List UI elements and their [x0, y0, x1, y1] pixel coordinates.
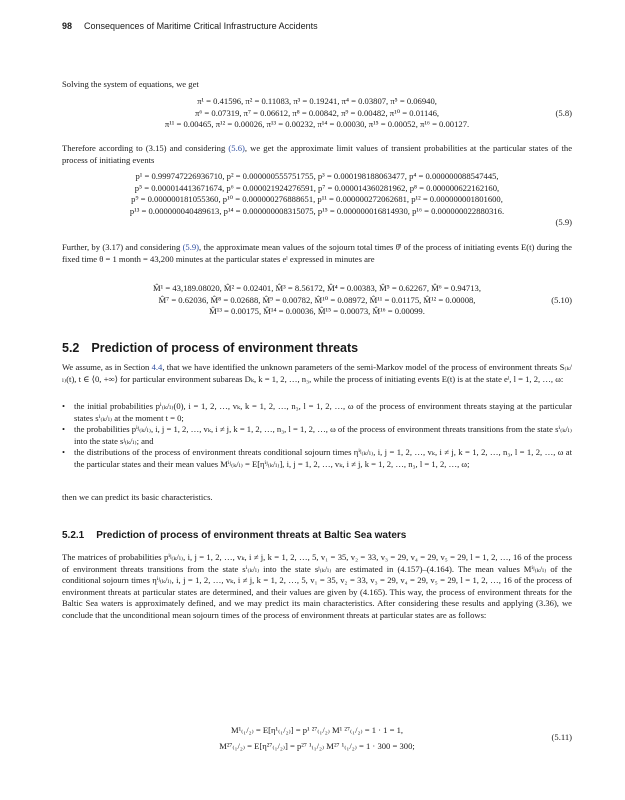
- section-heading-5-2-1: [62, 530, 572, 541]
- equation-5-8-line-1: π¹ = 0.41596, π² = 0.11083, π³ = 0.19241, π⁴ = 0.03807, π⁵ = 0.06940,: [197, 96, 437, 106]
- equation-number-5-8: (5.8): [555, 107, 572, 118]
- running-head: [62, 21, 572, 31]
- paragraph-assume: [62, 362, 572, 385]
- paragraph-then: [62, 492, 572, 504]
- section-reference-4-4[interactable]: 4.4: [151, 362, 163, 372]
- paragraph-further: [62, 242, 572, 265]
- running-head-title: Consequences of Maritime Critical Infrastructure Accidents: [84, 21, 318, 31]
- equation-5-11-line-1: M¹₍₁/₂₎ = E[η¹₍₁/₂₎] = p¹ ²⁷₍₁/₂₎ M¹ ²⁷₍₁/₂₎ = 1 · 1 = 1,: [230, 725, 404, 735]
- equation-number-5-11: (5.11): [551, 732, 572, 742]
- therefore-text-end: , we get the approximate limit values of transient probabilities at the particular states of the process of initiating events: [62, 143, 573, 165]
- bullet-transition-probabilities: • the probabilities pⁱʲ₍ₖ/ₗ₎, i, j = 1, 2, …, vₖ, i ≠ j, k = 1, 2, …, n₃, l = 1, 2, …, ω of the process of environment threats transitions from the state sⁱ₍ₖ/ₗ₎ into the state sʲ₍ₖ/ₗ₎; and: [62, 424, 572, 447]
- equation-5-10: [62, 283, 572, 318]
- paragraph-therefore: [62, 143, 572, 166]
- equation-number-5-10: (5.10): [551, 294, 572, 305]
- equation-number-5-9: (5.9): [555, 217, 572, 228]
- intro-text: Solving the system of equations, we get: [62, 79, 199, 89]
- therefore-text-start: Therefore according to (3.15) and considering: [62, 143, 229, 153]
- section-heading-5-2: [62, 341, 572, 355]
- equation-reference-5-6[interactable]: (5.6): [228, 143, 245, 153]
- equation-5-10-line-2: M̂⁷ = 0.62036, M̂⁸ = 0.02688, M̂⁹ = 0.00782, M̂¹⁰ = 0.08972, M̂¹¹ = 0.01175, M̂¹² = 0.00008,: [158, 294, 476, 305]
- equation-5-11: [62, 722, 572, 754]
- equation-5-9-line-4: p¹³ = 0.000000040489613, p¹⁴ = 0.000000008315075, p¹⁵ = 0.000000016814930, p¹⁶ = 0.000000022880316.: [129, 205, 505, 216]
- equation-5-8-line-3: π¹¹ = 0.00465, π¹² = 0.00026, π¹³ = 0.00232, π¹⁴ = 0.00030, π¹⁵ = 0.00052, π¹⁶ = 0.00127.: [164, 119, 470, 130]
- subsection-number: 5.2.1: [62, 530, 85, 541]
- equation-5-11-line-2: M²⁷₍₁/₂₎ = E[η²⁷₍₁/₂₎] = p²⁷ ¹₍₁/₂₎ M²⁷ ¹₍₁/₂₎ = 1 · 300 = 300;: [219, 741, 415, 751]
- matrices-text: The matrices of probabilities pⁱʲ₍ₖ/ₗ₎, i, j = 1, 2, …, vₖ, i ≠ j, k = 1, 2, …, 5, v₁ = 35, v₂ = 33, v₃ = 29, v₄ = 29, v₅ = 29, l = 1, 2, …, 16 of the process of environment threats transitions from the state sⁱ₍ₖ/ₗ₎ into the state sʲ₍ₖ/ₗ₎ are estimated in (4.157)–(4.164). The mean values Mⁱʲ₍ₖ/ₗ₎ of the conditional sojourn times ηⁱʲ₍ₖ/ₗ₎, i, j = 1, 2, …, vₖ, i ≠ j, k = 1, 2, …, 5, v₁ = 35, v₂ = 33, v₃ = 29, v₄ = 29, v₅ = 29, l = 1, 2, …, 16 of the process of environment threats at particular states are determined, and their values are given by (4.165). This way, the process of environment threats for the Baltic Sea waters is approximately defined, and we may predict its main characteristics. After considering these results and applying (3.36), we conclude that the unconditional mean sojourn times of the process of environment threats at particular states are as follows:: [62, 552, 572, 620]
- page-number: 98: [62, 21, 73, 31]
- further-text-end: , the approximate mean values of the sojourn total times θ̂ˡ of the process of initiating events E(t) during the fixed time θ = 1 month = 43,200 minutes at the particular states eˡ expressed in minutes are: [62, 242, 572, 264]
- equation-5-8: [62, 96, 572, 131]
- assume-text-start: We assume, as in Section: [62, 362, 152, 372]
- subsection-title: Prediction of process of environment threats at Baltic Sea waters: [96, 530, 407, 541]
- then-text: then we can predict its basic characteristics.: [62, 492, 213, 502]
- section-number: 5.2: [62, 341, 80, 355]
- equation-reference-5-9[interactable]: (5.9): [182, 242, 200, 252]
- bullet-initial-probabilities: • the initial probabilities pⁱ₍ₖ/ₗ₎(0), i = 1, 2, …, vₖ, k = 1, 2, …, n₃, l = 1, 2, …, ω of the process of environment threats staying at the particular states sⁱ₍ₖ/ₗ₎ at the moment t = 0;: [62, 401, 572, 424]
- equation-5-10-line-1: M̂¹ = 43,189.08020, M̂² = 0.02401, M̂³ = 8.56172, M̂⁴ = 0.00383, M̂⁵ = 0.62267, M̂⁶ = 0.94713,: [153, 283, 481, 293]
- bullet-list: [62, 401, 572, 471]
- paragraph-matrices: [62, 552, 572, 622]
- further-text-start: Further, by (3.17) and considering: [62, 242, 183, 252]
- assume-text-end: , that we have identified the unknown parameters of the semi-Markov model of the process of environment threats S₍ₖ/ₗ₎(t), t ∈ ⟨0, +∞⟩ for particular environment subareas Dₖ, k = 1, 2, …, n₃, while the process of initiating events E(t) is at the state eˡ, l = 1, 2, …, ω:: [62, 362, 573, 384]
- bullet-sojourn-distributions: • the distributions of the process of environment threats conditional sojourn times ηⁱʲ₍ₖ/ₗ₎, i, j = 1, 2, …, vₖ, i ≠ j, k = 1, 2, …, n₃, l = 1, 2, …, ω at the particular states and their mean values Mⁱʲ₍ₖ/ₗ₎ = E[ηⁱʲ₍ₖ/ₗ₎], i, j = 1, 2, …, vₖ, i ≠ j, k = 1, 2, …, n₃, l = 1, 2, …, ω;: [62, 447, 572, 470]
- equation-5-10-line-3: M̂¹³ = 0.00175, M̂¹⁴ = 0.00036, M̂¹⁵ = 0.00073, M̂¹⁶ = 0.00099.: [209, 306, 425, 317]
- equation-5-9: [62, 171, 572, 229]
- equation-5-9-line-3: p⁹ = 0.000000181055360, p¹⁰ = 0.000000276888651, p¹¹ = 0.000000272062681, p¹² = 0.000000001801600,: [131, 194, 503, 205]
- intro-paragraph: [62, 79, 572, 91]
- equation-5-9-line-2: p⁵ = 0.000014413671674, p⁶ = 0.000021924276591, p⁷ = 0.000014360281962, p⁸ = 0.000000622162160,: [134, 182, 500, 193]
- equation-5-8-line-2: π⁶ = 0.07319, π⁷ = 0.06612, π⁸ = 0.00842, π⁹ = 0.00482, π¹⁰ = 0.01146,: [194, 107, 440, 118]
- section-title: Prediction of process of environment threats: [91, 341, 359, 355]
- equation-5-9-line-1: p¹ = 0.999747226936710, p² = 0.000000555751755, p³ = 0.000198188063477, p⁴ = 0.000000088547445,: [135, 171, 499, 181]
